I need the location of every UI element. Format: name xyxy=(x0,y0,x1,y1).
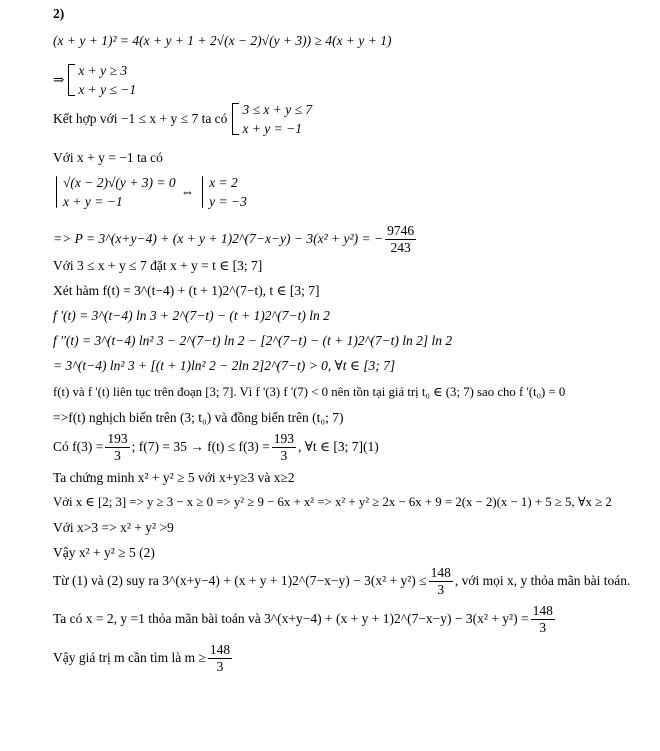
fraction-denominator: 3 xyxy=(114,448,121,464)
monotonic-line-13: =>f(t) nghịch biến trên (3; t₀) và đồng biến trên (t₀; 7) xyxy=(53,410,344,425)
line-text: Ta có x = 2, y =1 thỏa mãn bài toán và 3^(x+y−4) + (x + y + 1)2^(7−x−y) − 3(x² + y²) = xyxy=(53,610,529,626)
system-row: x + y ≥ 3 xyxy=(78,63,128,78)
fraction-denominator: 243 xyxy=(390,240,411,256)
second-derivative-line-11: = 3^(t−4) ln² 3 + [(t + 1)ln² 2 − 2ln 2]2^(7−t) > 0, ∀t ∈ [3; 7] xyxy=(53,358,396,373)
fraction-denominator: 3 xyxy=(437,582,445,598)
fraction-numerator: 9746 xyxy=(385,224,416,240)
square-bracket-icon xyxy=(68,64,75,96)
line-text: ; f(7) = 35 → f(t) ≤ f(3) = xyxy=(131,438,270,454)
fraction-numerator: 148 xyxy=(429,566,453,582)
value-line-6 xyxy=(53,224,418,255)
continuity-line-12: f(t) và f '(t) liên tục trên đoạn [3; 7]. Vì f '(3) f '(7) < 0 nên tồn tại giá trị t₀ ∈ (3; 7) sao cho f '(t₀) = 0 xyxy=(53,385,566,399)
line-text: , với mọi x, y thỏa mãn bài toán. xyxy=(454,572,631,588)
conclusion-line-19 xyxy=(53,566,630,597)
final-answer-line-21 xyxy=(53,643,234,674)
system-row: 3 ≤ x + y ≤ 7 xyxy=(242,102,313,117)
proof-line-17: Với x>3 => x² + y² >9 xyxy=(53,520,174,535)
combine-line-3 xyxy=(53,103,312,135)
fraction-denominator: 3 xyxy=(280,448,288,464)
substitution-line-7: Với 3 ≤ x + y ≤ 7 đặt x + y = t ∈ [3; 7] xyxy=(53,258,263,273)
part-label: 2) xyxy=(53,6,65,21)
check-line-20 xyxy=(53,604,557,635)
curly-brace-icon xyxy=(53,176,60,208)
system-row: y = −3 xyxy=(209,193,247,209)
line-text: Có f(3) = xyxy=(53,438,104,454)
proof-line-18: Vậy x² + y² ≥ 5 (2) xyxy=(53,545,155,560)
second-derivative-line-10: f ''(t) = 3^(t−4) ln² 3 − 2^(7−t) ln 2 − [2^(7−t) − (t + 1)2^(7−t) ln 2] ln 2 xyxy=(53,333,453,348)
system-row: x + y ≤ −1 xyxy=(78,81,137,97)
fraction-numerator: 193 xyxy=(272,432,296,448)
system-row: x + y = −1 xyxy=(63,193,123,209)
line-text: Kết hợp với −1 ≤ x + y ≤ 7 ta có xyxy=(53,111,228,127)
equivalent-symbol: ⇔ xyxy=(180,184,195,200)
implies-symbol: ⇒ xyxy=(53,72,65,88)
line-text: Từ (1) và (2) suy ra 3^(x+y−4) + (x + y + 1)2^(7−x−y) − 3(x² + y²) ≤ xyxy=(53,572,427,588)
function-line-8: Xét hàm f(t) = 3^(t−4) + (t + 1)2^(7−t), t ∈ [3; 7] xyxy=(53,283,320,298)
line-text: => P = 3^(x+y−4) + (x + y + 1)2^(7−x−y) − 3(x² + y²) = − xyxy=(53,230,384,246)
system-row: x + y = −1 xyxy=(242,120,303,136)
fraction-denominator: 3 xyxy=(216,659,224,675)
derivative-line-9: f '(t) = 3^(t−4) ln 3 + 2^(7−t) − (t + 1)2^(7−t) ln 2 xyxy=(53,308,330,323)
proof-line-15: Ta chứng minh x² + y² ≥ 5 với x+y≥3 và x≥2 xyxy=(53,470,295,485)
fraction-numerator: 148 xyxy=(208,643,232,659)
system-row: √(x − 2)√(y + 3) = 0 xyxy=(63,175,176,190)
fraction-numerator: 148 xyxy=(531,604,555,620)
values-line-14 xyxy=(53,432,379,463)
proof-line-16: Với x ∈ [2; 3] => y ≥ 3 − x ≥ 0 => y² ≥ 9 − 6x + x² => x² + y² ≥ 2x − 6x + 9 = 2(x − 2)(x − 1) + 5 ≥ 5, ∀x ≥ 2 xyxy=(53,495,612,509)
line-text: Vậy giá trị m cần tìm là m ≥ xyxy=(53,649,206,665)
equation-line-1: (x + y + 1)² = 4(x + y + 1 + 2√(x − 2)√(y + 3)) ≥ 4(x + y + 1) xyxy=(53,33,392,48)
curly-brace-icon xyxy=(199,176,206,208)
fraction-denominator: 3 xyxy=(539,620,547,636)
square-bracket-icon xyxy=(232,103,239,135)
case-line-4: Với x + y = −1 ta có xyxy=(53,150,163,165)
system-line-2 xyxy=(53,64,136,96)
fraction-numerator: 193 xyxy=(105,432,129,448)
system-line-5 xyxy=(53,176,247,208)
system-row: x = 2 xyxy=(209,175,238,190)
line-text: , ∀t ∈ [3; 7](1) xyxy=(297,438,379,454)
